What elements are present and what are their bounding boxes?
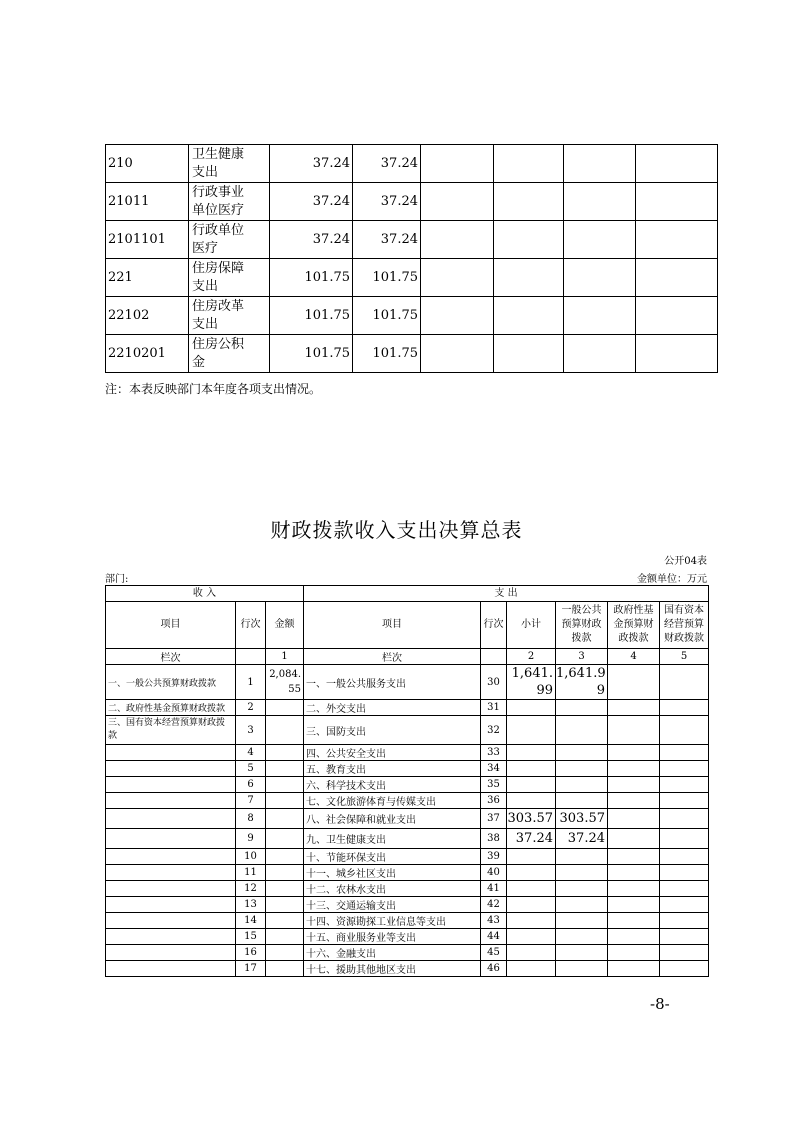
amount-cell — [266, 961, 304, 977]
line-no-2: 40 — [481, 865, 507, 881]
empty-cell — [660, 665, 709, 700]
empty-cell — [106, 849, 236, 865]
unit-label: 金额单位：万元 — [637, 574, 707, 585]
name-cell — [189, 297, 270, 335]
value-cell: 101.75 — [270, 335, 353, 373]
line-no-2: 42 — [481, 897, 507, 913]
empty-cell — [660, 929, 709, 945]
amount-header: 金额 — [266, 602, 304, 649]
table-row — [106, 961, 709, 977]
line-no-2: 35 — [481, 777, 507, 793]
empty-cell — [236, 649, 266, 665]
value-line: 1,641.9 — [556, 666, 606, 681]
empty-cell — [556, 945, 608, 961]
line-no: 1 — [236, 665, 266, 700]
empty-cell — [507, 745, 556, 761]
soe-capital-header — [660, 602, 709, 649]
empty-cell — [556, 793, 608, 809]
expense-item: 九、卫生健康支出 — [304, 829, 481, 849]
empty-cell — [507, 700, 556, 716]
empty-cell — [608, 913, 660, 929]
empty-cell — [660, 849, 709, 865]
income-item: 一、一般公共预算财政拨款 — [106, 665, 236, 700]
name-line: 行政单位 — [192, 222, 245, 238]
table-note: 注：本表反映部门本年度各项支出情况。 — [105, 382, 322, 396]
income-item: 二、政府性基金预算财政拨款 — [106, 700, 236, 716]
value-cell: 37.24 — [270, 221, 353, 259]
amount-cell — [266, 665, 304, 700]
line-no: 14 — [236, 913, 266, 929]
empty-cell — [636, 221, 718, 259]
empty-cell — [608, 745, 660, 761]
expense-item: 十四、资源勘探工业信息等支出 — [304, 913, 481, 929]
line-no-2: 34 — [481, 761, 507, 777]
empty-cell — [636, 335, 718, 373]
line-no-2: 30 — [481, 665, 507, 700]
department-label: 部门: — [105, 574, 129, 585]
general-budget-cell — [556, 665, 608, 700]
line-no: 9 — [236, 829, 266, 849]
name-line: 单位医疗 — [192, 202, 245, 218]
empty-cell — [608, 849, 660, 865]
code-cell: 21011 — [106, 183, 189, 221]
value-cell: 101.75 — [353, 259, 421, 297]
table-row — [106, 913, 709, 929]
empty-cell — [636, 297, 718, 335]
table-row — [106, 183, 718, 221]
empty-cell — [608, 881, 660, 897]
name-line: 住房保障 — [192, 260, 245, 276]
gov-fund-header — [608, 602, 660, 649]
line-no: 3 — [236, 716, 266, 745]
empty-cell — [507, 716, 556, 745]
expense-item: 十三、交通运输支出 — [304, 897, 481, 913]
empty-cell — [421, 145, 494, 183]
empty-cell — [608, 865, 660, 881]
empty-cell — [556, 761, 608, 777]
name-line: 支出 — [192, 316, 219, 332]
line-no-2: 43 — [481, 913, 507, 929]
value-cell: 101.75 — [270, 297, 353, 335]
empty-cell — [507, 865, 556, 881]
header-line: 政拨款 — [618, 633, 649, 644]
empty-cell — [660, 829, 709, 849]
empty-cell — [494, 297, 564, 335]
empty-cell — [106, 881, 236, 897]
name-line: 金 — [192, 354, 206, 370]
name-line: 住房改革 — [192, 298, 245, 314]
empty-cell — [507, 897, 556, 913]
income-header: 收 入 — [106, 586, 304, 602]
table-row — [106, 929, 709, 945]
empty-cell — [507, 913, 556, 929]
line-no-2: 32 — [481, 716, 507, 745]
empty-cell — [494, 335, 564, 373]
col-index: 3 — [556, 649, 608, 665]
expense-item: 十二、农林水支出 — [304, 881, 481, 897]
name-cell — [189, 145, 270, 183]
value-cell: 101.75 — [270, 259, 353, 297]
line-no-2: 45 — [481, 945, 507, 961]
col-label: 栏次 — [106, 649, 236, 665]
expense-item: 二、外交支出 — [304, 700, 481, 716]
table-header-row — [106, 586, 709, 602]
empty-cell — [481, 649, 507, 665]
expense-item: 十、节能环保支出 — [304, 849, 481, 865]
empty-cell — [608, 961, 660, 977]
empty-cell — [106, 961, 236, 977]
amount-line: 55 — [288, 684, 301, 695]
table-row — [106, 745, 709, 761]
line-no-2: 38 — [481, 829, 507, 849]
line-no-2: 41 — [481, 881, 507, 897]
amount-cell — [266, 897, 304, 913]
line-no-2: 39 — [481, 849, 507, 865]
empty-cell — [421, 221, 494, 259]
amount-cell — [266, 809, 304, 829]
line-no: 13 — [236, 897, 266, 913]
empty-cell — [106, 913, 236, 929]
table-row — [106, 259, 718, 297]
header-line: 政府性基 — [613, 605, 654, 616]
line-no: 10 — [236, 849, 266, 865]
empty-cell — [660, 700, 709, 716]
name-line: 行政事业 — [192, 184, 245, 200]
table-row — [106, 897, 709, 913]
amount-cell — [266, 881, 304, 897]
empty-cell — [608, 897, 660, 913]
empty-cell — [556, 745, 608, 761]
expense-item: 一、一般公共服务支出 — [304, 665, 481, 700]
header-line: 财政拨款 — [664, 633, 704, 644]
empty-cell — [608, 945, 660, 961]
name-cell — [189, 335, 270, 373]
subtotal-cell — [507, 665, 556, 700]
expense-item: 十七、援助其他地区支出 — [304, 961, 481, 977]
income-item — [106, 716, 236, 745]
empty-cell — [564, 221, 636, 259]
empty-cell — [106, 829, 236, 849]
code-cell: 210 — [106, 145, 189, 183]
empty-cell — [507, 929, 556, 945]
amount-cell — [266, 865, 304, 881]
line-no-2: 37 — [481, 809, 507, 829]
subtotal-cell: 37.24 — [507, 829, 556, 849]
empty-cell — [608, 793, 660, 809]
empty-cell — [660, 777, 709, 793]
amount-cell — [266, 700, 304, 716]
empty-cell — [608, 700, 660, 716]
empty-cell — [507, 849, 556, 865]
expense-item: 七、文化旅游体育与传媒支出 — [304, 793, 481, 809]
expense-item: 十一、城乡社区支出 — [304, 865, 481, 881]
empty-cell — [564, 145, 636, 183]
income-line: 三、国有资本经营预算财政拨 — [108, 718, 226, 728]
value-line: 9 — [596, 683, 605, 698]
line-no-2: 36 — [481, 793, 507, 809]
empty-cell — [507, 945, 556, 961]
name-line: 支出 — [192, 278, 219, 294]
code-cell: 22102 — [106, 297, 189, 335]
empty-cell — [106, 929, 236, 945]
empty-cell — [660, 809, 709, 829]
empty-cell — [106, 761, 236, 777]
table-row — [106, 716, 709, 745]
code-cell: 221 — [106, 259, 189, 297]
empty-cell — [421, 259, 494, 297]
value-cell: 101.75 — [353, 335, 421, 373]
table-row — [106, 809, 709, 829]
value-line: 1,641. — [511, 666, 553, 681]
empty-cell — [660, 881, 709, 897]
line-no-header-2: 行次 — [481, 602, 507, 649]
line-no: 11 — [236, 865, 266, 881]
empty-cell — [507, 793, 556, 809]
line-no: 5 — [236, 761, 266, 777]
line-no: 2 — [236, 700, 266, 716]
item-header-2: 项目 — [304, 602, 481, 649]
value-cell: 37.24 — [353, 183, 421, 221]
amount-cell — [266, 929, 304, 945]
table-row — [106, 881, 709, 897]
expense-item: 三、国防支出 — [304, 716, 481, 745]
expense-item: 五、教育支出 — [304, 761, 481, 777]
empty-cell — [660, 913, 709, 929]
empty-cell — [556, 865, 608, 881]
empty-cell — [106, 945, 236, 961]
table-row — [106, 793, 709, 809]
table-row — [106, 221, 718, 259]
name-cell — [189, 259, 270, 297]
line-no: 4 — [236, 745, 266, 761]
column-index-row — [106, 649, 709, 665]
value-cell: 37.24 — [353, 145, 421, 183]
col-index: 4 — [608, 649, 660, 665]
empty-cell — [106, 793, 236, 809]
amount-cell — [266, 793, 304, 809]
line-no: 16 — [236, 945, 266, 961]
line-no-2: 31 — [481, 700, 507, 716]
name-line: 住房公积 — [192, 336, 245, 352]
expense-item: 四、公共安全支出 — [304, 745, 481, 761]
empty-cell — [494, 145, 564, 183]
header-line: 金预算财 — [613, 619, 654, 630]
subtotal-cell: 303.57 — [507, 809, 556, 829]
table-row — [106, 865, 709, 881]
empty-cell — [556, 777, 608, 793]
table-row — [106, 829, 709, 849]
code-cell: 2210201 — [106, 335, 189, 373]
empty-cell — [507, 777, 556, 793]
table-row — [106, 335, 718, 373]
expense-header: 支 出 — [304, 586, 709, 602]
empty-cell — [556, 961, 608, 977]
empty-cell — [106, 865, 236, 881]
table-row — [106, 777, 709, 793]
table-row — [106, 849, 709, 865]
empty-cell — [660, 716, 709, 745]
table-row — [106, 945, 709, 961]
empty-cell — [494, 221, 564, 259]
amount-cell — [266, 849, 304, 865]
name-line: 卫生健康 — [192, 146, 245, 162]
empty-cell — [106, 809, 236, 829]
line-no: 15 — [236, 929, 266, 945]
line-no-header: 行次 — [236, 602, 266, 649]
value-cell: 101.75 — [353, 297, 421, 335]
header-line: 国有资本 — [664, 605, 704, 616]
line-no-2: 46 — [481, 961, 507, 977]
value-cell: 37.24 — [270, 183, 353, 221]
empty-cell — [660, 961, 709, 977]
header-line: 经营预算 — [664, 619, 704, 630]
subtotal-header: 小计 — [507, 602, 556, 649]
empty-cell — [507, 961, 556, 977]
amount-line: 2,084. — [269, 669, 301, 680]
empty-cell — [636, 183, 718, 221]
expense-item: 十六、金融支出 — [304, 945, 481, 961]
header-line: 拨款 — [571, 633, 592, 644]
empty-cell — [608, 777, 660, 793]
empty-cell — [660, 793, 709, 809]
table-number: 公开04表 — [664, 556, 707, 567]
item-header: 项目 — [106, 602, 236, 649]
amount-cell — [266, 777, 304, 793]
line-no-2: 33 — [481, 745, 507, 761]
name-cell — [189, 183, 270, 221]
empty-cell — [660, 945, 709, 961]
empty-cell — [564, 297, 636, 335]
income-line: 款 — [108, 731, 118, 741]
empty-cell — [608, 809, 660, 829]
name-line: 医疗 — [192, 240, 219, 256]
empty-cell — [106, 777, 236, 793]
empty-cell — [421, 297, 494, 335]
code-cell: 2101101 — [106, 221, 189, 259]
empty-cell — [556, 716, 608, 745]
line-no: 7 — [236, 793, 266, 809]
empty-cell — [106, 745, 236, 761]
empty-cell — [494, 259, 564, 297]
line-no: 8 — [236, 809, 266, 829]
header-line: 一般公共 — [561, 605, 602, 616]
amount-cell — [266, 761, 304, 777]
general-budget-cell: 303.57 — [556, 809, 608, 829]
col-index: 1 — [266, 649, 304, 665]
empty-cell — [660, 761, 709, 777]
amount-cell — [266, 945, 304, 961]
empty-cell — [608, 929, 660, 945]
value-cell: 37.24 — [353, 221, 421, 259]
empty-cell — [556, 849, 608, 865]
empty-cell — [660, 745, 709, 761]
line-no-2: 44 — [481, 929, 507, 945]
table-row — [106, 700, 709, 716]
general-budget-cell: 37.24 — [556, 829, 608, 849]
empty-cell — [564, 183, 636, 221]
amount-cell — [266, 913, 304, 929]
empty-cell — [556, 913, 608, 929]
general-budget-header — [556, 602, 608, 649]
table-header-row — [106, 602, 709, 649]
amount-cell — [266, 745, 304, 761]
empty-cell — [636, 145, 718, 183]
amount-cell — [266, 829, 304, 849]
table-row — [106, 761, 709, 777]
empty-cell — [507, 881, 556, 897]
empty-cell — [608, 761, 660, 777]
empty-cell — [494, 183, 564, 221]
table-row — [106, 665, 709, 700]
empty-cell — [421, 183, 494, 221]
col-index: 5 — [660, 649, 709, 665]
empty-cell — [564, 335, 636, 373]
col-label-2: 栏次 — [304, 649, 481, 665]
table-row — [106, 145, 718, 183]
empty-cell — [507, 761, 556, 777]
empty-cell — [608, 829, 660, 849]
empty-cell — [564, 259, 636, 297]
empty-cell — [556, 700, 608, 716]
empty-cell — [636, 259, 718, 297]
col-index: 2 — [507, 649, 556, 665]
expense-item: 六、科学技术支出 — [304, 777, 481, 793]
empty-cell — [608, 665, 660, 700]
empty-cell — [556, 929, 608, 945]
empty-cell — [556, 897, 608, 913]
name-cell — [189, 221, 270, 259]
empty-cell — [660, 865, 709, 881]
value-cell: 37.24 — [270, 145, 353, 183]
page-title: 财政拨款收入支出决算总表 — [270, 518, 523, 542]
line-no: 12 — [236, 881, 266, 897]
line-no: 6 — [236, 777, 266, 793]
header-line: 预算财政 — [561, 619, 602, 630]
name-line: 支出 — [192, 164, 219, 180]
empty-cell — [608, 716, 660, 745]
empty-cell — [556, 881, 608, 897]
expense-item: 十五、商业服务业等支出 — [304, 929, 481, 945]
line-no: 17 — [236, 961, 266, 977]
summary-table — [105, 585, 709, 977]
expense-item: 八、社会保障和就业支出 — [304, 809, 481, 829]
empty-cell — [660, 897, 709, 913]
table-row — [106, 297, 718, 335]
page-number: -8- — [650, 995, 670, 1013]
amount-cell — [266, 716, 304, 745]
expenditure-detail-table — [105, 144, 718, 373]
empty-cell — [106, 897, 236, 913]
value-line: 99 — [536, 683, 553, 698]
empty-cell — [421, 335, 494, 373]
